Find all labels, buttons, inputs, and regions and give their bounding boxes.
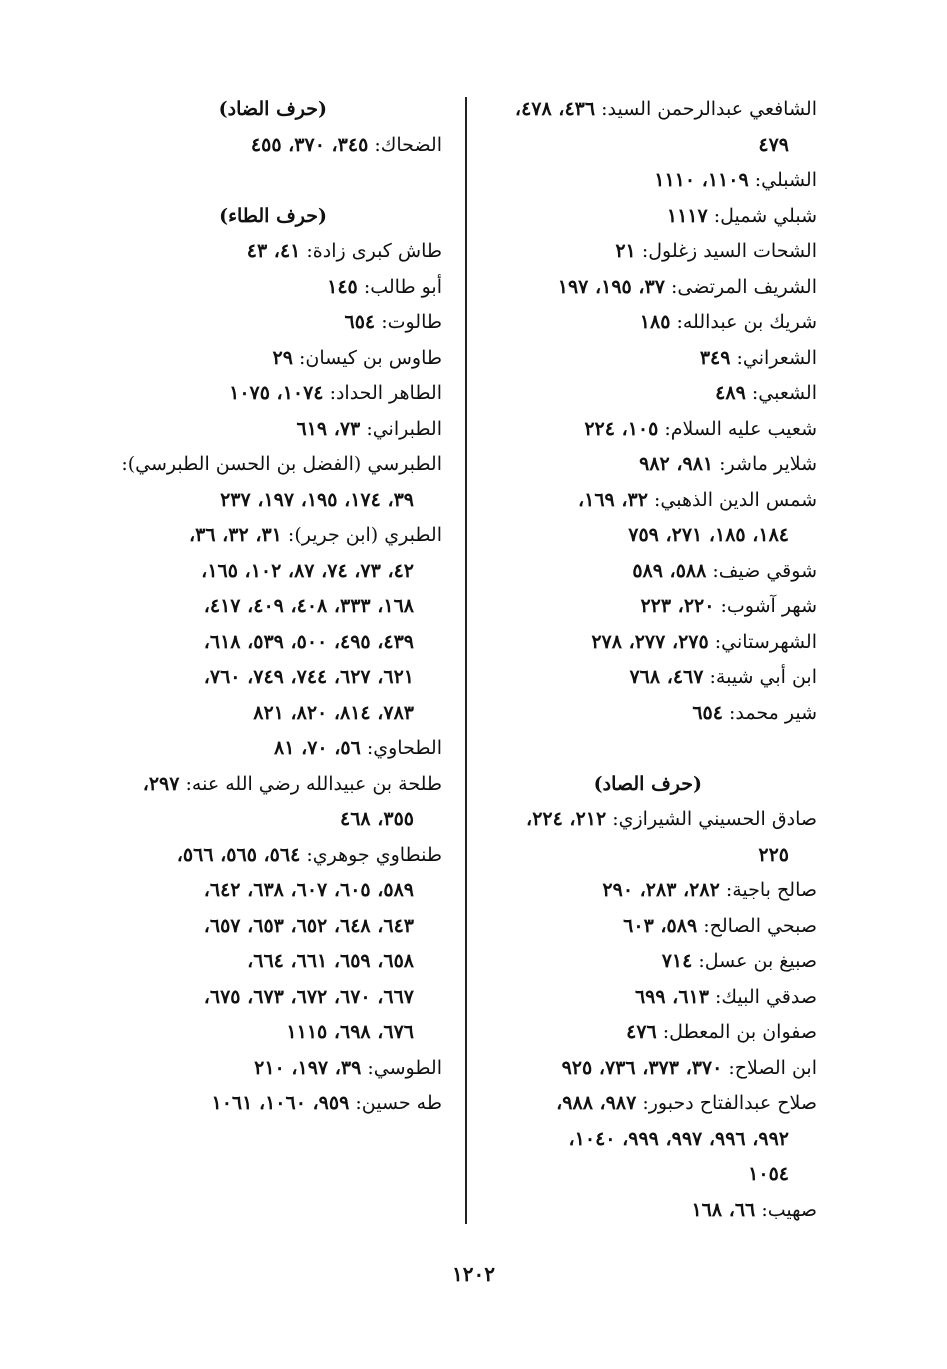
- index-entry-name: طاوس بن كيسان:: [299, 346, 442, 369]
- index-entry-continuation: ١٨٤، ١٨٥، ٢٧١، ٧٥٩: [628, 524, 789, 546]
- index-entry-pages: ٢٧٥، ٢٧٧، ٢٧٨: [591, 630, 709, 653]
- index-entry-continuation: ٤٧٩: [758, 133, 789, 156]
- index-entry-name: الضحاك:: [374, 133, 442, 156]
- index-entry: [487, 625, 817, 661]
- index-entry-name: شريك بن عبدالله:: [676, 311, 817, 333]
- index-entry-pages: ١١٠٩، ١١١٠: [654, 169, 749, 191]
- index-entry-name: الشعراني:: [736, 346, 817, 369]
- index-entry: [487, 589, 817, 625]
- index-entry: [97, 376, 442, 412]
- index-entry-name: الطوسي:: [367, 1056, 442, 1079]
- index-entry-name: الطحاوي:: [366, 737, 442, 759]
- index-entry-pages: ٦١٣، ٦٩٩: [634, 985, 709, 1008]
- index-entry: [487, 92, 817, 128]
- index-entry-continuation: ٦٧٦، ٦٩٨، ١١١٥: [286, 1021, 414, 1043]
- index-entry: [97, 270, 442, 306]
- index-entry: [97, 341, 442, 377]
- index-entry-name: صبيغ بن عسل:: [698, 950, 817, 972]
- index-entry-pages: ٣٧٠، ٣٧٣، ٧٣٦، ٩٢٥: [561, 1056, 723, 1079]
- index-entry-pages: ٣٢، ١٦٩،: [577, 488, 648, 511]
- index-entry: [487, 447, 817, 483]
- index-entry-name: ابن الصلاح:: [728, 1056, 817, 1079]
- index-entry-pages: ١٠٧٤، ١٠٧٥: [229, 382, 324, 404]
- index-entry-pages: ٢٩٧،: [142, 772, 180, 795]
- index-entry: [487, 305, 817, 341]
- index-entry-continuation: ٤٣٩، ٤٩٥، ٥٠٠، ٥٣٩، ٦١٨،: [203, 630, 414, 653]
- index-entry-name: الشريف المرتضى:: [670, 275, 817, 298]
- index-entry-pages: ٩٨١، ٩٨٢: [639, 453, 714, 475]
- index-entry-name: صدقي البيك:: [714, 985, 817, 1008]
- index-entry-pages: ٧١٤: [661, 950, 693, 972]
- index-entry-continuation: ٦٦٧، ٦٧٠، ٦٧٢، ٦٧٣، ٦٧٥،: [203, 985, 414, 1008]
- index-entry-name: الشهرستاني:: [714, 630, 817, 653]
- index-column-left: [97, 92, 442, 1122]
- index-entry: [487, 802, 817, 838]
- index-entry-pages: ٥٦، ٧٠، ٨١: [274, 737, 361, 759]
- index-entry-pages: ٣٩، ١٩٧، ٢١٠: [254, 1056, 362, 1079]
- index-entry-pages: ٩٥٩، ١٠٦٠، ١٠٦١: [211, 1092, 350, 1114]
- index-entry-pages: ٧٣، ٦١٩: [296, 417, 361, 440]
- index-entry: [487, 1086, 817, 1122]
- index-entry: [97, 518, 442, 554]
- index-entry-pages: ١١١٧: [666, 204, 708, 227]
- index-entry-name: الطبراني:: [366, 417, 442, 440]
- index-entry-continuation: ٣٩، ١٧٤، ١٩٥، ١٩٧، ٢٣٧: [220, 488, 414, 511]
- index-entry: [97, 234, 442, 270]
- index-entry-name: صهيب:: [761, 1198, 817, 1221]
- index-entry-name: الشعبي:: [751, 382, 817, 404]
- index-entry-name: شوقي ضيف:: [712, 559, 817, 582]
- index-entry-name: طلحة بن عبيدالله رضي الله عنه:: [185, 772, 442, 795]
- index-entry-name: الطاهر الحداد:: [329, 382, 442, 404]
- index-entry-name: طنطاوي جوهري:: [306, 843, 442, 866]
- index-entry-continuation: ٦٥٨، ٦٥٩، ٦٦١، ٦٦٤،: [247, 950, 414, 972]
- index-entry: [97, 412, 442, 448]
- index-entry-pages: ٥٨٨، ٥٨٩: [632, 559, 707, 582]
- index-entry-name: الطبري (ابن جرير):: [287, 524, 442, 546]
- index-entry: [487, 341, 817, 377]
- index-entry-name: شلاير ماشر:: [719, 453, 817, 475]
- index-entry: [97, 838, 442, 874]
- index-entry-pages: ٦٦، ١٦٨: [691, 1198, 756, 1221]
- index-entry: [487, 163, 817, 199]
- index-entry: [97, 1086, 442, 1122]
- index-entry-pages: ٣٤٥، ٣٧٠، ٤٥٥: [250, 133, 369, 156]
- section-spacer: [97, 163, 442, 199]
- index-entry-continuation: ٩٩٢، ٩٩٦، ٩٩٧، ٩٩٩، ١٠٤٠،: [568, 1127, 789, 1150]
- index-entry-name: صالح باجية:: [725, 879, 817, 901]
- index-entry-name: صلاح عبدالفتاح دحبور:: [642, 1092, 817, 1114]
- index-entry-pages: ٦٥٤: [344, 311, 376, 333]
- index-entry: [97, 128, 442, 164]
- index-entry-continuation: ٣٥٥، ٤٦٨: [340, 808, 414, 830]
- index-entry-pages: ٢٢٠، ٢٢٣: [640, 595, 715, 617]
- index-entry-name: شير محمد:: [729, 701, 817, 724]
- index-entry-name: شهر آشوب:: [720, 595, 817, 617]
- index-entry: [487, 376, 817, 412]
- index-entry: [487, 270, 817, 306]
- column-divider: [465, 97, 467, 1224]
- index-entry-name: شبلي شميل:: [713, 204, 817, 227]
- index-entry: [487, 980, 817, 1016]
- index-entry-pages: ٣٤٩: [699, 346, 731, 369]
- index-column-right: [487, 92, 817, 1228]
- index-entry-pages: ٢٨٢، ٢٨٣، ٢٩٠: [602, 879, 720, 901]
- index-entry: [97, 731, 442, 767]
- index-entry: [487, 944, 817, 980]
- section-spacer: [487, 731, 817, 767]
- index-entry: [487, 234, 817, 270]
- index-entry-pages: ٥٦٤، ٥٦٥، ٥٦٦،: [176, 843, 301, 866]
- index-entry-continuation: ١٦٨، ٣٣٣، ٤٠٨، ٤٠٩، ٤١٧،: [203, 595, 414, 617]
- index-entry-pages: ١٠٥، ٢٢٤: [584, 417, 659, 440]
- section-heading: (حرف الصاد): [593, 772, 702, 795]
- index-entry: [487, 199, 817, 235]
- index-entry: [487, 1015, 817, 1051]
- index-entry-name: أبو طالب:: [363, 275, 442, 298]
- page-number: ١٢٠٢: [452, 1262, 495, 1286]
- section-heading: (حرف الضاد): [218, 98, 327, 120]
- index-entry: [97, 305, 442, 341]
- index-entry-name: الشافعي عبدالرحمن السيد:: [601, 98, 817, 120]
- index-entry-name: ابن أبي شيبة:: [709, 666, 817, 688]
- index-entry-name: الشحات السيد زغلول:: [641, 240, 817, 262]
- index-entry: [487, 660, 817, 696]
- index-entry: [487, 412, 817, 448]
- index-entry-name: الطبرسي (الفضل بن الحسن الطبرسي):: [121, 453, 442, 475]
- index-entry-pages: ١٨٥: [639, 311, 671, 333]
- index-entry: [97, 1051, 442, 1087]
- index-entry-name: شعيب عليه السلام:: [664, 417, 817, 440]
- index-entry-continuation: ٤٢، ٧٣، ٧٤، ٨٧، ١٠٢، ١٦٥،: [201, 559, 414, 582]
- index-entry-name: شمس الدين الذهبي:: [653, 488, 817, 511]
- index-entry: [487, 909, 817, 945]
- index-entry-pages: ٢١: [615, 240, 636, 262]
- index-entry-name: صبحي الصالح:: [703, 914, 817, 937]
- index-entry-pages: ٩٨٧، ٩٨٨،: [556, 1092, 637, 1114]
- index-entry-pages: ٤١، ٤٣: [246, 240, 301, 262]
- index-entry-pages: ١٤٥: [327, 275, 358, 298]
- section-heading: (حرف الطاء): [219, 204, 327, 227]
- index-entry-pages: ٦٥٤: [692, 701, 723, 724]
- index-entry-pages: ٢٩: [272, 346, 293, 369]
- index-entry-pages: ٤٣٦، ٤٧٨،: [514, 98, 596, 120]
- index-entry-pages: ٥٨٩، ٦٠٣: [623, 914, 698, 937]
- index-entry-name: الشبلي:: [754, 169, 817, 191]
- index-entry-pages: ٢١٢، ٢٢٤،: [526, 808, 607, 830]
- index-entry-continuation: ٢٢٥: [758, 843, 789, 866]
- index-entry-continuation: ٧٨٣، ٨١٤، ٨٢٠، ٨٢١: [253, 701, 414, 724]
- index-entry-pages: ٤٧٦: [626, 1021, 657, 1043]
- index-entry: [487, 1193, 817, 1229]
- index-entry: [487, 696, 817, 732]
- index-entry-pages: ٣١، ٣٢، ٣٦،: [188, 524, 282, 546]
- index-entry-name: صفوان بن المعطل:: [662, 1021, 817, 1043]
- index-entry-name: طالوت:: [381, 311, 442, 333]
- index-entry-pages: ٤٨٩: [715, 382, 746, 404]
- index-entry-continuation: ٦٢١، ٦٢٧، ٧٤٤، ٧٤٩، ٧٦٠،: [203, 666, 414, 688]
- index-entry: [487, 873, 817, 909]
- index-entry-continuation: ٥٨٩، ٦٠٥، ٦٠٧، ٦٣٨، ٦٤٢،: [203, 879, 414, 901]
- index-entry-pages: ٣٧، ١٩٥، ١٩٧: [557, 275, 665, 298]
- index-entry-name: صادق الحسيني الشيرازي:: [612, 808, 817, 830]
- index-entry-name: طاش كبرى زادة:: [306, 240, 442, 262]
- index-entry: [487, 483, 817, 519]
- index-entry-continuation: ٦٤٣، ٦٤٨، ٦٥٢، ٦٥٣، ٦٥٧،: [203, 914, 414, 937]
- index-entry: [487, 1051, 817, 1087]
- index-entry: [487, 554, 817, 590]
- index-entry-continuation: ١٠٥٤: [748, 1163, 789, 1185]
- index-entry: [97, 767, 442, 803]
- index-entry-pages: ٤٦٧، ٧٦٨: [629, 666, 704, 688]
- index-entry: [97, 447, 442, 483]
- index-entry-name: طه حسين:: [355, 1092, 442, 1114]
